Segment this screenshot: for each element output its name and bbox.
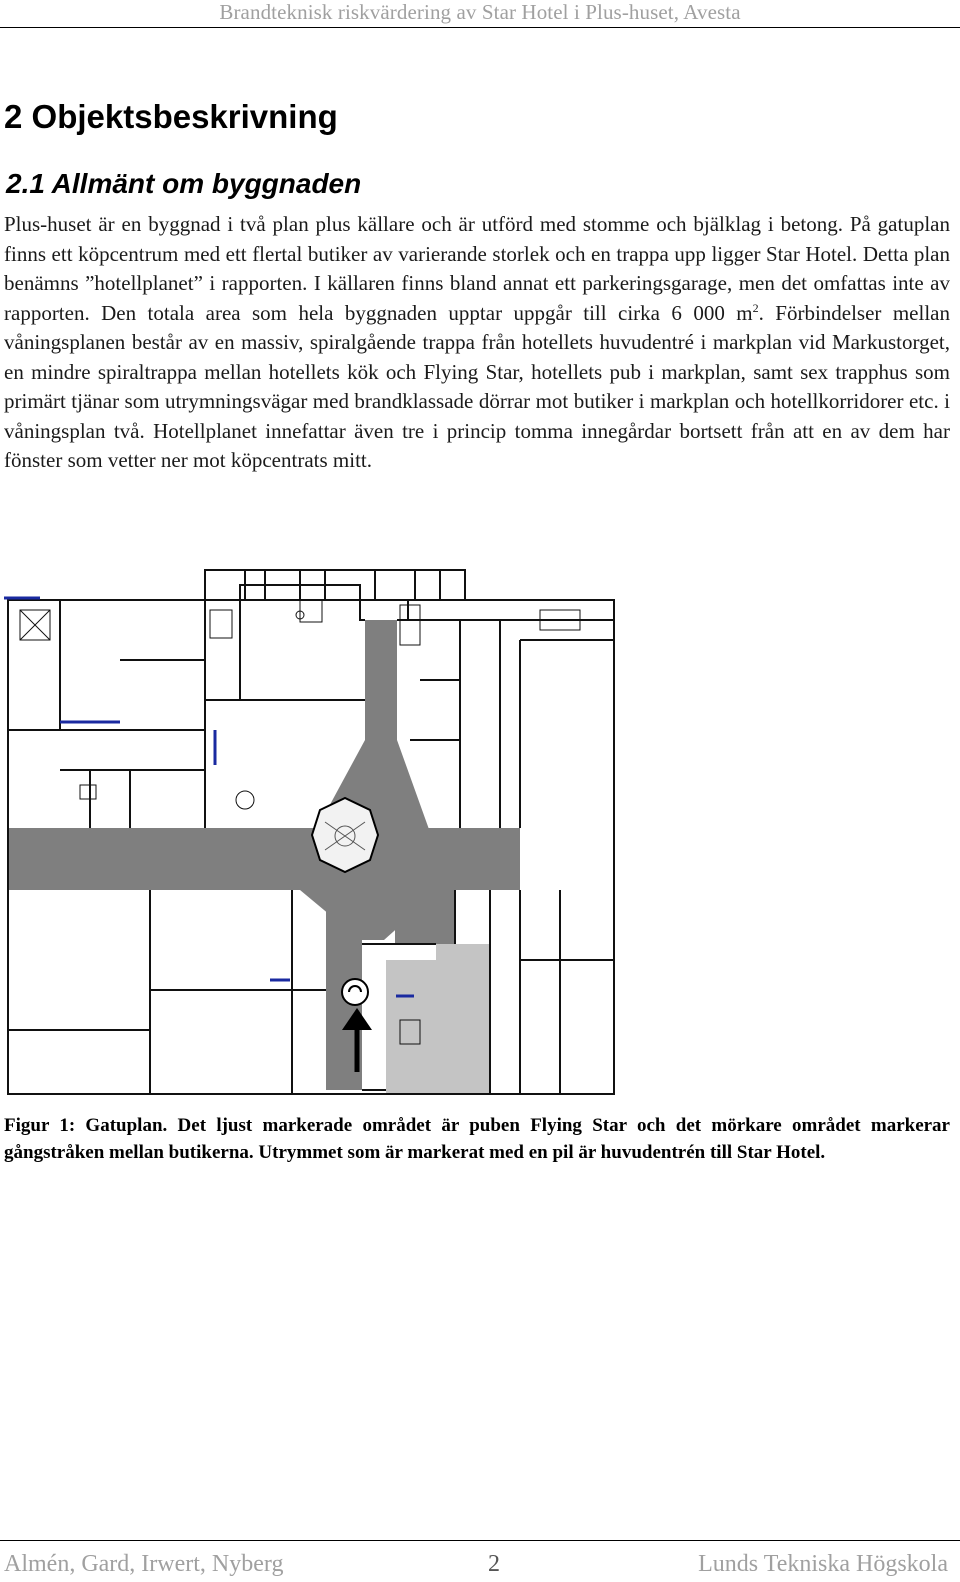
- footer-page-number: 2: [488, 1551, 500, 1577]
- paragraph-part-1: Plus-huset är en byggnad i två plan plus källare och är utförd med stomme och bjälklag i betong. På gatuplan finns ett köpcentrum med ett flertal butiker av varierande storlek och en trappa upp ligger Star Hotel. Detta plan benämns ”hotellplanet” i rapporten. I källaren finns bland annat ett parkeringsgarage, men det omfattas inte av rapporten. Den totala area som hela byggnaden upptar uppgår till cirka 6 000 m: [4, 212, 950, 325]
- section-heading: 2 Objektsbeskrivning: [4, 98, 338, 135]
- body-paragraph: [4, 210, 950, 476]
- running-header: [0, 0, 960, 28]
- figure-caption: Figur 1: Gatuplan. Det ljust markerade området är puben Flying Star och det mörkare området markerar gångstråken mellan butikerna. Utrymmet som är markerat med en pil är huvudentrén till Star Hotel.: [4, 1115, 950, 1163]
- paragraph-part-2: . Förbindelser mellan våningsplanen består av en massiv, spiralgående trappa från hotellets huvudentré i markplan vid Markustorget, en mindre spiraltrappa mellan hotellets kök och Flying Star, hotellets pub i markplan, samt sex trapphus som primärt tjänar som utrymningsvägar med brandklassade dörrar mot butiker i markplan och hotellkorridorer etc. i våningsplan två. Hotellplanet innefattar även tre i princip tomma innegårdar bortsett från att en av dem har fönster som vetter ner mot köpcentrats mitt.: [4, 300, 950, 472]
- footer-authors: Almén, Gard, Irwert, Nyberg: [4, 1551, 284, 1577]
- header-title: Brandteknisk riskvärdering av Star Hotel i Plus-huset, Avesta: [219, 0, 741, 24]
- pub-area: [386, 960, 490, 1094]
- pub-area-upper: [436, 944, 490, 964]
- floor-plan-drawing: [0, 560, 640, 1110]
- footer-institution: Lunds Tekniska Högskola: [698, 1551, 948, 1577]
- subsection-heading: 2.1 Allmänt om byggnaden: [6, 168, 362, 199]
- running-footer: [0, 1540, 960, 1582]
- spiral-staircase: [342, 979, 368, 1005]
- floor-plan-figure: [0, 560, 640, 1110]
- superscript-2: 2: [752, 300, 759, 315]
- central-atrium: [312, 798, 378, 872]
